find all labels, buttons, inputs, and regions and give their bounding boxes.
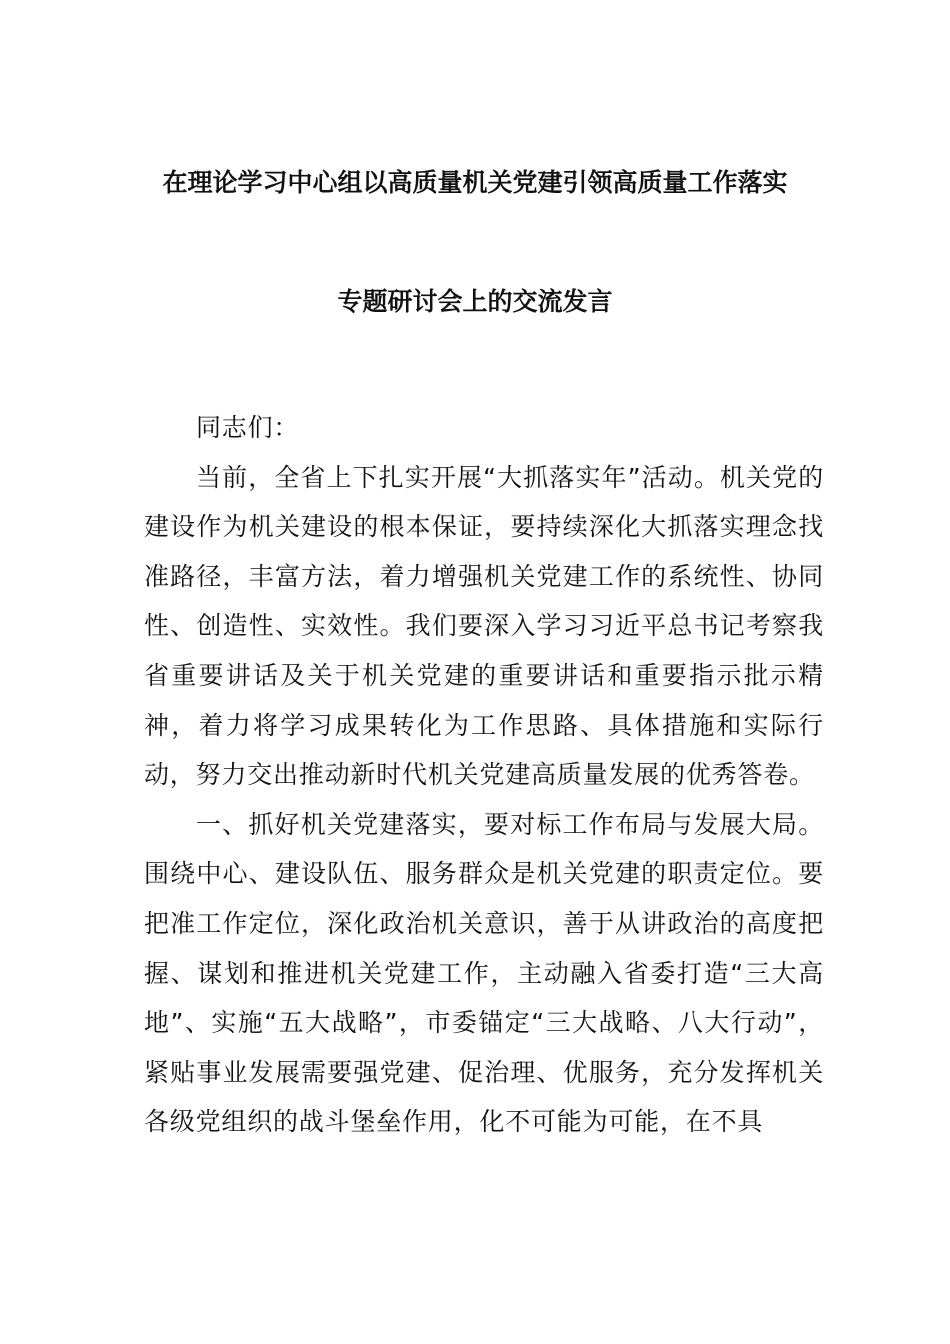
salutation: 同志们： <box>196 413 300 442</box>
paragraph-section-one: 一、抓好机关党建落实，要对标工作布局与发展大局。围绕中心、建设队伍、服务群众是机关党建的职责定位。要把准工作定位，深化政治机关意识，善于从讲政治的高度把握、谋划和推进机关党建工作，主动融入省委打造“三大高地”、实施“五大战略”，市委锚定“三大战略、八大行动”，紧贴事业发展需要强党建、促治理、优服务，充分发挥机关各级党组织的战斗堡垒作用，化不可能为可能，在不具 <box>144 809 824 1137</box>
document-title-line-2: 专题研讨会上的交流发言 <box>337 287 613 316</box>
document-body <box>144 403 824 1147</box>
document-title-line-1: 在理论学习中心组以高质量机关党建引领高质量工作落实 <box>162 168 788 197</box>
paragraph-intro: 当前，全省上下扎实开展“大抓落实年”活动。机关党的建设作为机关建设的根本保证，要持续深化大抓落实理念找准路径，丰富方法，着力增强机关党建工作的系统性、协同性、创造性、实效性。我们要深入学习习近平总书记考察我省重要讲话及关于机关党建的重要讲话和重要指示批示精神，着力将学习成果转化为工作思路、具体措施和实际行动，努力交出推动新时代机关党建高质量发展的优秀答卷。 <box>144 462 824 790</box>
